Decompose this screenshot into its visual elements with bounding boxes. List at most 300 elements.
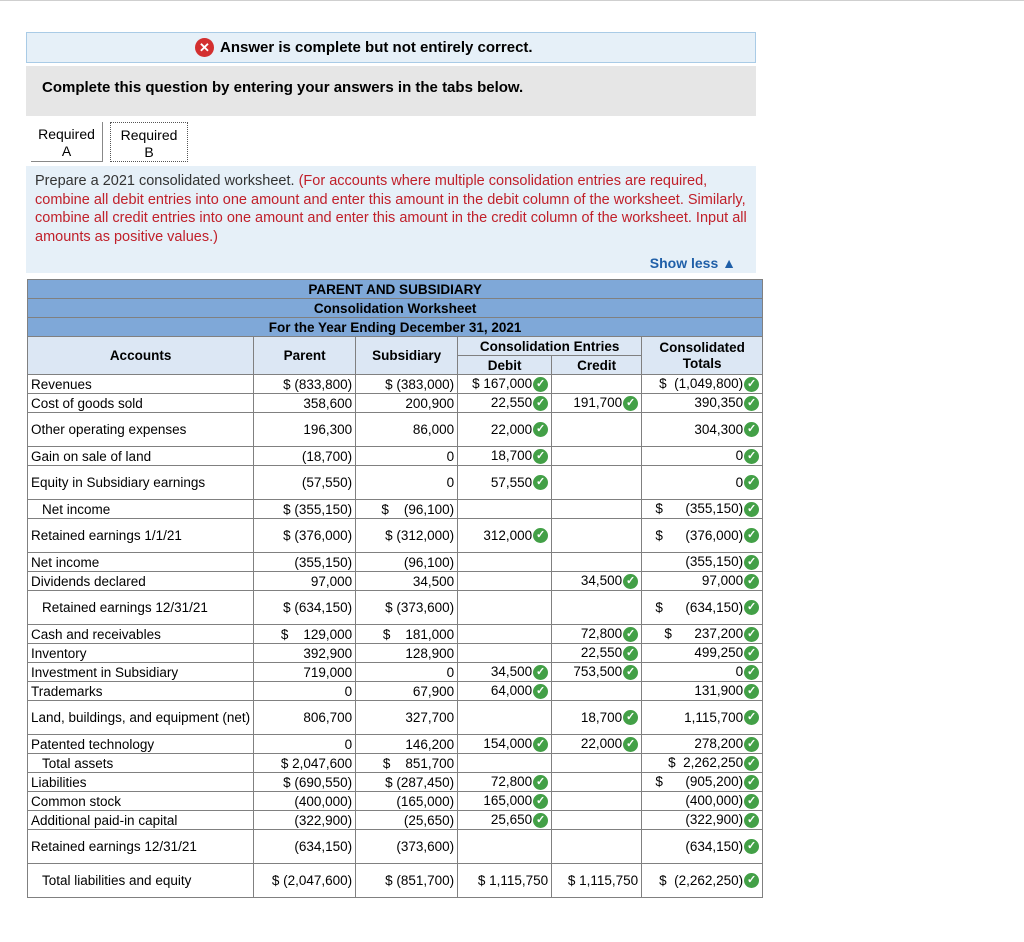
credit-input[interactable] — [552, 591, 642, 625]
instruction-panel — [26, 166, 756, 273]
subsidiary-cell-value: $ 851,700 — [382, 755, 455, 771]
parent-cell — [254, 754, 356, 773]
credit-input-value: $ 1,115,750 — [567, 873, 639, 888]
subsidiary-cell — [356, 792, 458, 811]
check-icon: ✓ — [533, 794, 548, 809]
parent-cell-value: $ (833,800) — [283, 376, 353, 392]
worksheet-row — [28, 735, 763, 754]
triangle-up-icon: ▲ — [722, 255, 736, 271]
consolidated-input-value: (355,150) — [685, 554, 744, 570]
debit-input[interactable] — [458, 644, 552, 663]
subsidiary-cell-value: 146,200 — [405, 736, 455, 752]
debit-input[interactable] — [458, 754, 552, 773]
debit-input[interactable] — [458, 591, 552, 625]
worksheet-row — [28, 625, 763, 644]
debit-input[interactable] — [458, 572, 552, 591]
subsidiary-cell-value: (25,650) — [403, 812, 455, 828]
debit-input[interactable] — [458, 500, 552, 519]
parent-cell — [254, 519, 356, 553]
consolidated-input[interactable] — [642, 591, 763, 625]
subsidiary-cell — [356, 625, 458, 644]
subsidiary-cell — [356, 644, 458, 663]
subsidiary-cell-value: 34,500 — [412, 573, 455, 589]
account-cell — [28, 375, 254, 394]
parent-cell-value: (400,000) — [294, 793, 353, 809]
account-cell-value: Retained earnings 12/31/21 — [42, 600, 208, 615]
subsidiary-cell-value: $ (287,450) — [385, 774, 455, 790]
consolidated-input[interactable] — [642, 663, 763, 682]
account-cell — [28, 644, 254, 663]
parent-cell — [254, 553, 356, 572]
subsidiary-cell — [356, 519, 458, 553]
credit-input[interactable] — [552, 500, 642, 519]
parent-cell-value: $ 129,000 — [280, 626, 353, 642]
check-icon: ✓ — [623, 646, 638, 661]
parent-cell — [254, 701, 356, 735]
instruction-note: (For accounts where multiple consolidation entries are required, combine all debit entries into one amount and enter this amount in the debit column of the worksheet. Similarly, combine all credit entries into one amount and enter this amount in the credit column of the worksheet. Input all amounts as positive values.) — [35, 173, 747, 245]
check-icon: ✓ — [744, 449, 759, 464]
debit-input-value: $ 1,115,750 — [477, 873, 549, 888]
credit-input[interactable] — [552, 682, 642, 701]
consolidated-input-value: $ (634,150) — [655, 599, 744, 615]
check-icon: ✓ — [744, 600, 759, 615]
parent-cell — [254, 792, 356, 811]
subsidiary-cell — [356, 811, 458, 830]
debit-input[interactable] — [458, 773, 552, 792]
debit-input[interactable] — [458, 447, 552, 466]
debit-input[interactable] — [458, 413, 552, 447]
account-cell-value: Inventory — [31, 645, 87, 661]
check-icon: ✓ — [744, 813, 759, 828]
worksheet-row — [28, 413, 763, 447]
parent-cell-value: 196,300 — [303, 422, 353, 437]
debit-input[interactable] — [458, 701, 552, 735]
account-cell — [28, 553, 254, 572]
credit-input-value: 72,800 — [580, 626, 623, 642]
worksheet-row — [28, 500, 763, 519]
tab-a-line2: A — [61, 143, 72, 159]
prompt-bar — [26, 66, 756, 116]
worksheet-row — [28, 591, 763, 625]
check-icon: ✓ — [744, 377, 759, 392]
parent-cell-value: 392,900 — [303, 645, 353, 661]
debit-input[interactable] — [458, 830, 552, 864]
parent-cell-value: $ (355,150) — [283, 501, 353, 517]
parent-cell-value: (634,150) — [294, 839, 353, 854]
check-icon: ✓ — [744, 627, 759, 642]
credit-input[interactable] — [552, 466, 642, 500]
account-cell-value: Liabilities — [31, 774, 87, 790]
consolidated-input[interactable] — [642, 519, 763, 553]
subsidiary-cell — [356, 375, 458, 394]
credit-input[interactable] — [552, 701, 642, 735]
credit-input[interactable] — [552, 754, 642, 773]
credit-input-value: 18,700 — [580, 709, 623, 725]
consolidated-input-value: 1,115,700 — [684, 709, 744, 725]
credit-input-value: 22,000 — [580, 736, 623, 752]
consolidated-input-value: $ (376,000) — [655, 527, 744, 543]
parent-cell — [254, 644, 356, 663]
subsidiary-cell — [356, 591, 458, 625]
answer-status-banner — [26, 32, 756, 63]
account-cell — [28, 663, 254, 682]
check-icon: ✓ — [744, 555, 759, 570]
consolidation-worksheet — [27, 279, 763, 898]
consolidated-input[interactable] — [642, 413, 763, 447]
check-icon: ✓ — [533, 684, 548, 699]
subsidiary-cell — [356, 773, 458, 792]
check-icon: ✓ — [744, 794, 759, 809]
debit-input-value: 312,000 — [483, 527, 533, 543]
parent-cell — [254, 864, 356, 898]
consolidated-input[interactable] — [642, 773, 763, 792]
col-header-accounts: Accounts — [28, 337, 254, 375]
subsidiary-cell — [356, 754, 458, 773]
parent-cell — [254, 466, 356, 500]
worksheet-row — [28, 682, 763, 701]
check-icon: ✓ — [533, 775, 548, 790]
credit-input[interactable] — [552, 572, 642, 591]
debit-input[interactable] — [458, 394, 552, 413]
check-icon: ✓ — [744, 422, 759, 437]
credit-input[interactable] — [552, 811, 642, 830]
account-cell — [28, 754, 254, 773]
worksheet-row — [28, 773, 763, 792]
account-cell — [28, 466, 254, 500]
debit-input[interactable] — [458, 625, 552, 644]
parent-cell-value: 0 — [344, 736, 353, 752]
worksheet-row — [28, 572, 763, 591]
check-icon: ✓ — [744, 684, 759, 699]
credit-input[interactable] — [552, 447, 642, 466]
consolidated-input[interactable] — [642, 792, 763, 811]
subsidiary-cell — [356, 447, 458, 466]
subsidiary-cell-value: 128,900 — [405, 645, 455, 661]
parent-cell — [254, 773, 356, 792]
account-cell — [28, 701, 254, 735]
consolidated-input[interactable] — [642, 864, 763, 898]
check-icon: ✓ — [744, 475, 759, 490]
parent-cell-value: 719,000 — [303, 664, 353, 680]
check-icon: ✓ — [623, 737, 638, 752]
account-cell — [28, 811, 254, 830]
subsidiary-cell-value: 86,000 — [412, 422, 455, 437]
subsidiary-cell — [356, 830, 458, 864]
parent-cell-value: (57,550) — [301, 475, 353, 490]
subsidiary-cell-value: 0 — [446, 664, 455, 680]
consolidated-input-value: (634,150) — [685, 838, 744, 854]
account-cell-value: Patented technology — [31, 736, 155, 752]
subsidiary-cell — [356, 553, 458, 572]
parent-cell-value: $ (2,047,600) — [271, 873, 353, 888]
check-icon: ✓ — [533, 475, 548, 490]
worksheet-subtitle: Consolidation Worksheet — [28, 299, 763, 318]
parent-cell-value: 0 — [344, 683, 353, 699]
consolidated-input-value: 97,000 — [701, 573, 744, 589]
worksheet-row — [28, 811, 763, 830]
consolidated-input[interactable] — [642, 811, 763, 830]
account-cell-value: Net income — [31, 554, 100, 570]
check-icon: ✓ — [744, 665, 759, 680]
consolidated-input-value: (400,000) — [685, 793, 744, 809]
account-cell-value: Dividends declared — [31, 573, 146, 589]
consolidated-input-value: (322,900) — [685, 812, 744, 828]
subsidiary-cell-value: (373,600) — [396, 839, 455, 854]
consolidated-input[interactable] — [642, 375, 763, 394]
consolidated-input[interactable] — [642, 553, 763, 572]
worksheet-period: For the Year Ending December 31, 2021 — [28, 318, 763, 337]
parent-cell — [254, 572, 356, 591]
debit-input-value: 72,800 — [490, 774, 533, 790]
consolidated-input-value: 0 — [735, 448, 744, 464]
account-cell-value: Equity in Subsidiary earnings — [31, 475, 206, 490]
account-cell — [28, 773, 254, 792]
check-icon: ✓ — [744, 710, 759, 725]
consolidated-input-value: 278,200 — [694, 736, 744, 752]
check-icon: ✓ — [744, 396, 759, 411]
account-cell — [28, 864, 254, 898]
consolidated-input-value: $ (355,150) — [655, 501, 744, 517]
subsidiary-cell-value: $ (851,700) — [385, 873, 455, 888]
debit-input[interactable] — [458, 466, 552, 500]
parent-cell — [254, 591, 356, 625]
parent-cell — [254, 663, 356, 682]
account-cell — [28, 519, 254, 553]
parent-cell — [254, 830, 356, 864]
debit-input-value: 25,650 — [490, 812, 533, 828]
credit-input[interactable] — [552, 644, 642, 663]
consolidated-input-value: 0 — [735, 474, 744, 490]
account-cell-value: Gain on sale of land — [31, 448, 152, 464]
parent-cell-value: 358,600 — [303, 395, 353, 411]
debit-input-value: 154,000 — [483, 736, 533, 752]
debit-input[interactable] — [458, 375, 552, 394]
account-cell-value: Cost of goods sold — [31, 395, 143, 411]
worksheet-row — [28, 701, 763, 735]
consolidated-input-value: $ 237,200 — [664, 626, 744, 642]
account-cell-value: Retained earnings 1/1/21 — [31, 528, 182, 543]
top-divider — [0, 0, 1024, 1]
consolidated-input-value: $ (1,049,800) — [659, 376, 744, 392]
check-icon: ✓ — [533, 422, 548, 437]
parent-cell-value: (18,700) — [301, 448, 353, 464]
account-cell-value: Additional paid-in capital — [31, 812, 178, 828]
account-cell — [28, 500, 254, 519]
credit-input[interactable] — [552, 663, 642, 682]
subsidiary-cell — [356, 663, 458, 682]
check-icon: ✓ — [533, 813, 548, 828]
tab-required-b[interactable] — [110, 122, 188, 162]
show-less-link[interactable] — [650, 255, 736, 271]
check-icon: ✓ — [533, 449, 548, 464]
subsidiary-cell-value: 0 — [446, 475, 455, 490]
worksheet-row — [28, 553, 763, 572]
account-cell-value: Cash and receivables — [31, 626, 161, 642]
debit-input-value: 22,000 — [490, 421, 533, 437]
worksheet-row — [28, 754, 763, 773]
consolidated-input[interactable] — [642, 500, 763, 519]
debit-input[interactable] — [458, 811, 552, 830]
parent-cell — [254, 735, 356, 754]
account-cell — [28, 792, 254, 811]
account-cell-value: Investment in Subsidiary — [31, 664, 179, 680]
consolidated-input[interactable] — [642, 644, 763, 663]
account-cell — [28, 413, 254, 447]
debit-input[interactable] — [458, 663, 552, 682]
subsidiary-cell-value: 200,900 — [405, 395, 455, 411]
instruction-lead: Prepare a 2021 consolidated worksheet. — [35, 173, 295, 189]
check-icon: ✓ — [744, 756, 759, 771]
subsidiary-cell — [356, 466, 458, 500]
parent-cell-value: $ (376,000) — [283, 528, 353, 543]
subsidiary-cell-value: $ 181,000 — [382, 626, 455, 642]
subsidiary-cell — [356, 413, 458, 447]
account-cell — [28, 735, 254, 754]
parent-cell — [254, 447, 356, 466]
worksheet-row — [28, 375, 763, 394]
check-icon: ✓ — [623, 665, 638, 680]
account-cell-value: Net income — [42, 501, 111, 517]
check-icon: ✓ — [533, 737, 548, 752]
credit-input[interactable] — [552, 735, 642, 754]
credit-input-value: 191,700 — [573, 395, 623, 411]
worksheet-row — [28, 519, 763, 553]
debit-input[interactable] — [458, 519, 552, 553]
check-icon: ✓ — [744, 873, 759, 888]
tab-a-line1: Required — [38, 126, 95, 142]
credit-input[interactable] — [552, 792, 642, 811]
worksheet-row — [28, 394, 763, 413]
consolidated-input[interactable] — [642, 572, 763, 591]
consolidated-input[interactable] — [642, 394, 763, 413]
subsidiary-cell-value: (96,100) — [403, 554, 455, 570]
account-cell — [28, 447, 254, 466]
debit-input-value: 165,000 — [483, 793, 533, 809]
parent-cell-value: (322,900) — [294, 812, 353, 828]
credit-input[interactable] — [552, 864, 642, 898]
tab-b-line2: B — [144, 144, 154, 160]
parent-cell-value: (355,150) — [294, 554, 353, 570]
credit-input[interactable] — [552, 519, 642, 553]
credit-input[interactable] — [552, 413, 642, 447]
status-text: Answer is complete but not entirely correct. — [220, 39, 533, 56]
subsidiary-cell-value: 327,700 — [405, 710, 455, 725]
consolidated-input-value: 390,350 — [694, 395, 744, 411]
debit-input-value: 18,700 — [490, 448, 533, 464]
consolidated-input-value: 131,900 — [694, 683, 744, 699]
credit-input[interactable] — [552, 553, 642, 572]
subsidiary-cell — [356, 682, 458, 701]
check-icon: ✓ — [744, 737, 759, 752]
consolidated-input-value: $ (905,200) — [655, 774, 744, 790]
account-cell-value: Total liabilities and equity — [42, 873, 192, 888]
consolidated-input[interactable] — [642, 625, 763, 644]
account-cell-value: Revenues — [31, 376, 92, 392]
check-icon: ✓ — [744, 646, 759, 661]
account-cell — [28, 394, 254, 413]
parent-cell — [254, 811, 356, 830]
debit-input[interactable] — [458, 735, 552, 754]
tab-required-a[interactable] — [31, 122, 103, 162]
parent-cell-value: $ 2,047,600 — [280, 755, 353, 771]
consolidated-input[interactable] — [642, 735, 763, 754]
worksheet-row — [28, 644, 763, 663]
worksheet-row — [28, 864, 763, 898]
check-icon: ✓ — [744, 574, 759, 589]
credit-input[interactable] — [552, 830, 642, 864]
debit-input[interactable] — [458, 553, 552, 572]
subsidiary-cell-value: 67,900 — [412, 683, 455, 699]
check-icon: ✓ — [744, 528, 759, 543]
subsidiary-cell — [356, 572, 458, 591]
account-cell — [28, 625, 254, 644]
subsidiary-cell — [356, 394, 458, 413]
parent-cell-value: $ (634,150) — [283, 600, 353, 615]
account-cell-value: Other operating expenses — [31, 422, 187, 437]
consolidated-input-value: $ (2,262,250) — [659, 872, 744, 888]
subsidiary-cell — [356, 735, 458, 754]
col-header-credit: Credit — [552, 356, 642, 375]
credit-input[interactable] — [552, 773, 642, 792]
prompt-text: Complete this question by entering your answers in the tabs below. — [42, 79, 524, 96]
account-cell-value: Land, buildings, and equipment (net) — [31, 710, 251, 725]
credit-input-value: 34,500 — [580, 573, 623, 589]
consolidated-input[interactable] — [642, 830, 763, 864]
credit-input[interactable] — [552, 394, 642, 413]
account-cell — [28, 572, 254, 591]
consolidated-input-value: $ 2,262,250 — [668, 755, 744, 771]
subsidiary-cell-value: $ (312,000) — [385, 528, 455, 543]
check-icon: ✓ — [533, 396, 548, 411]
parent-cell-value: 97,000 — [310, 573, 353, 589]
account-cell — [28, 682, 254, 701]
consolidated-input-value: 0 — [735, 664, 744, 680]
consolidated-input[interactable] — [642, 682, 763, 701]
worksheet-row — [28, 792, 763, 811]
consolidated-input[interactable] — [642, 466, 763, 500]
consolidated-input[interactable] — [642, 701, 763, 735]
consolidated-input[interactable] — [642, 447, 763, 466]
consolidated-input-value: 499,250 — [694, 645, 744, 661]
col-header-debit: Debit — [458, 356, 552, 375]
check-icon: ✓ — [744, 775, 759, 790]
debit-input[interactable] — [458, 792, 552, 811]
debit-input-value: $ 167,000 — [472, 376, 533, 392]
credit-input[interactable] — [552, 375, 642, 394]
check-icon: ✓ — [533, 377, 548, 392]
credit-input-value: 753,500 — [573, 664, 623, 680]
debit-input[interactable] — [458, 864, 552, 898]
parent-cell — [254, 500, 356, 519]
parent-cell — [254, 682, 356, 701]
debit-input[interactable] — [458, 682, 552, 701]
show-less-label: Show less — [649, 255, 719, 271]
credit-input-value: 22,550 — [580, 645, 623, 661]
subsidiary-cell-value: 0 — [446, 448, 455, 464]
credit-input[interactable] — [552, 625, 642, 644]
subsidiary-cell — [356, 500, 458, 519]
x-circle-icon: ✕ — [195, 38, 214, 57]
account-cell-value: Retained earnings 12/31/21 — [31, 839, 197, 854]
consolidated-input[interactable] — [642, 754, 763, 773]
check-icon: ✓ — [623, 710, 638, 725]
parent-cell — [254, 625, 356, 644]
worksheet-row — [28, 447, 763, 466]
check-icon: ✓ — [623, 396, 638, 411]
check-icon: ✓ — [533, 665, 548, 680]
parent-cell-value: 806,700 — [303, 710, 353, 725]
subsidiary-cell — [356, 701, 458, 735]
